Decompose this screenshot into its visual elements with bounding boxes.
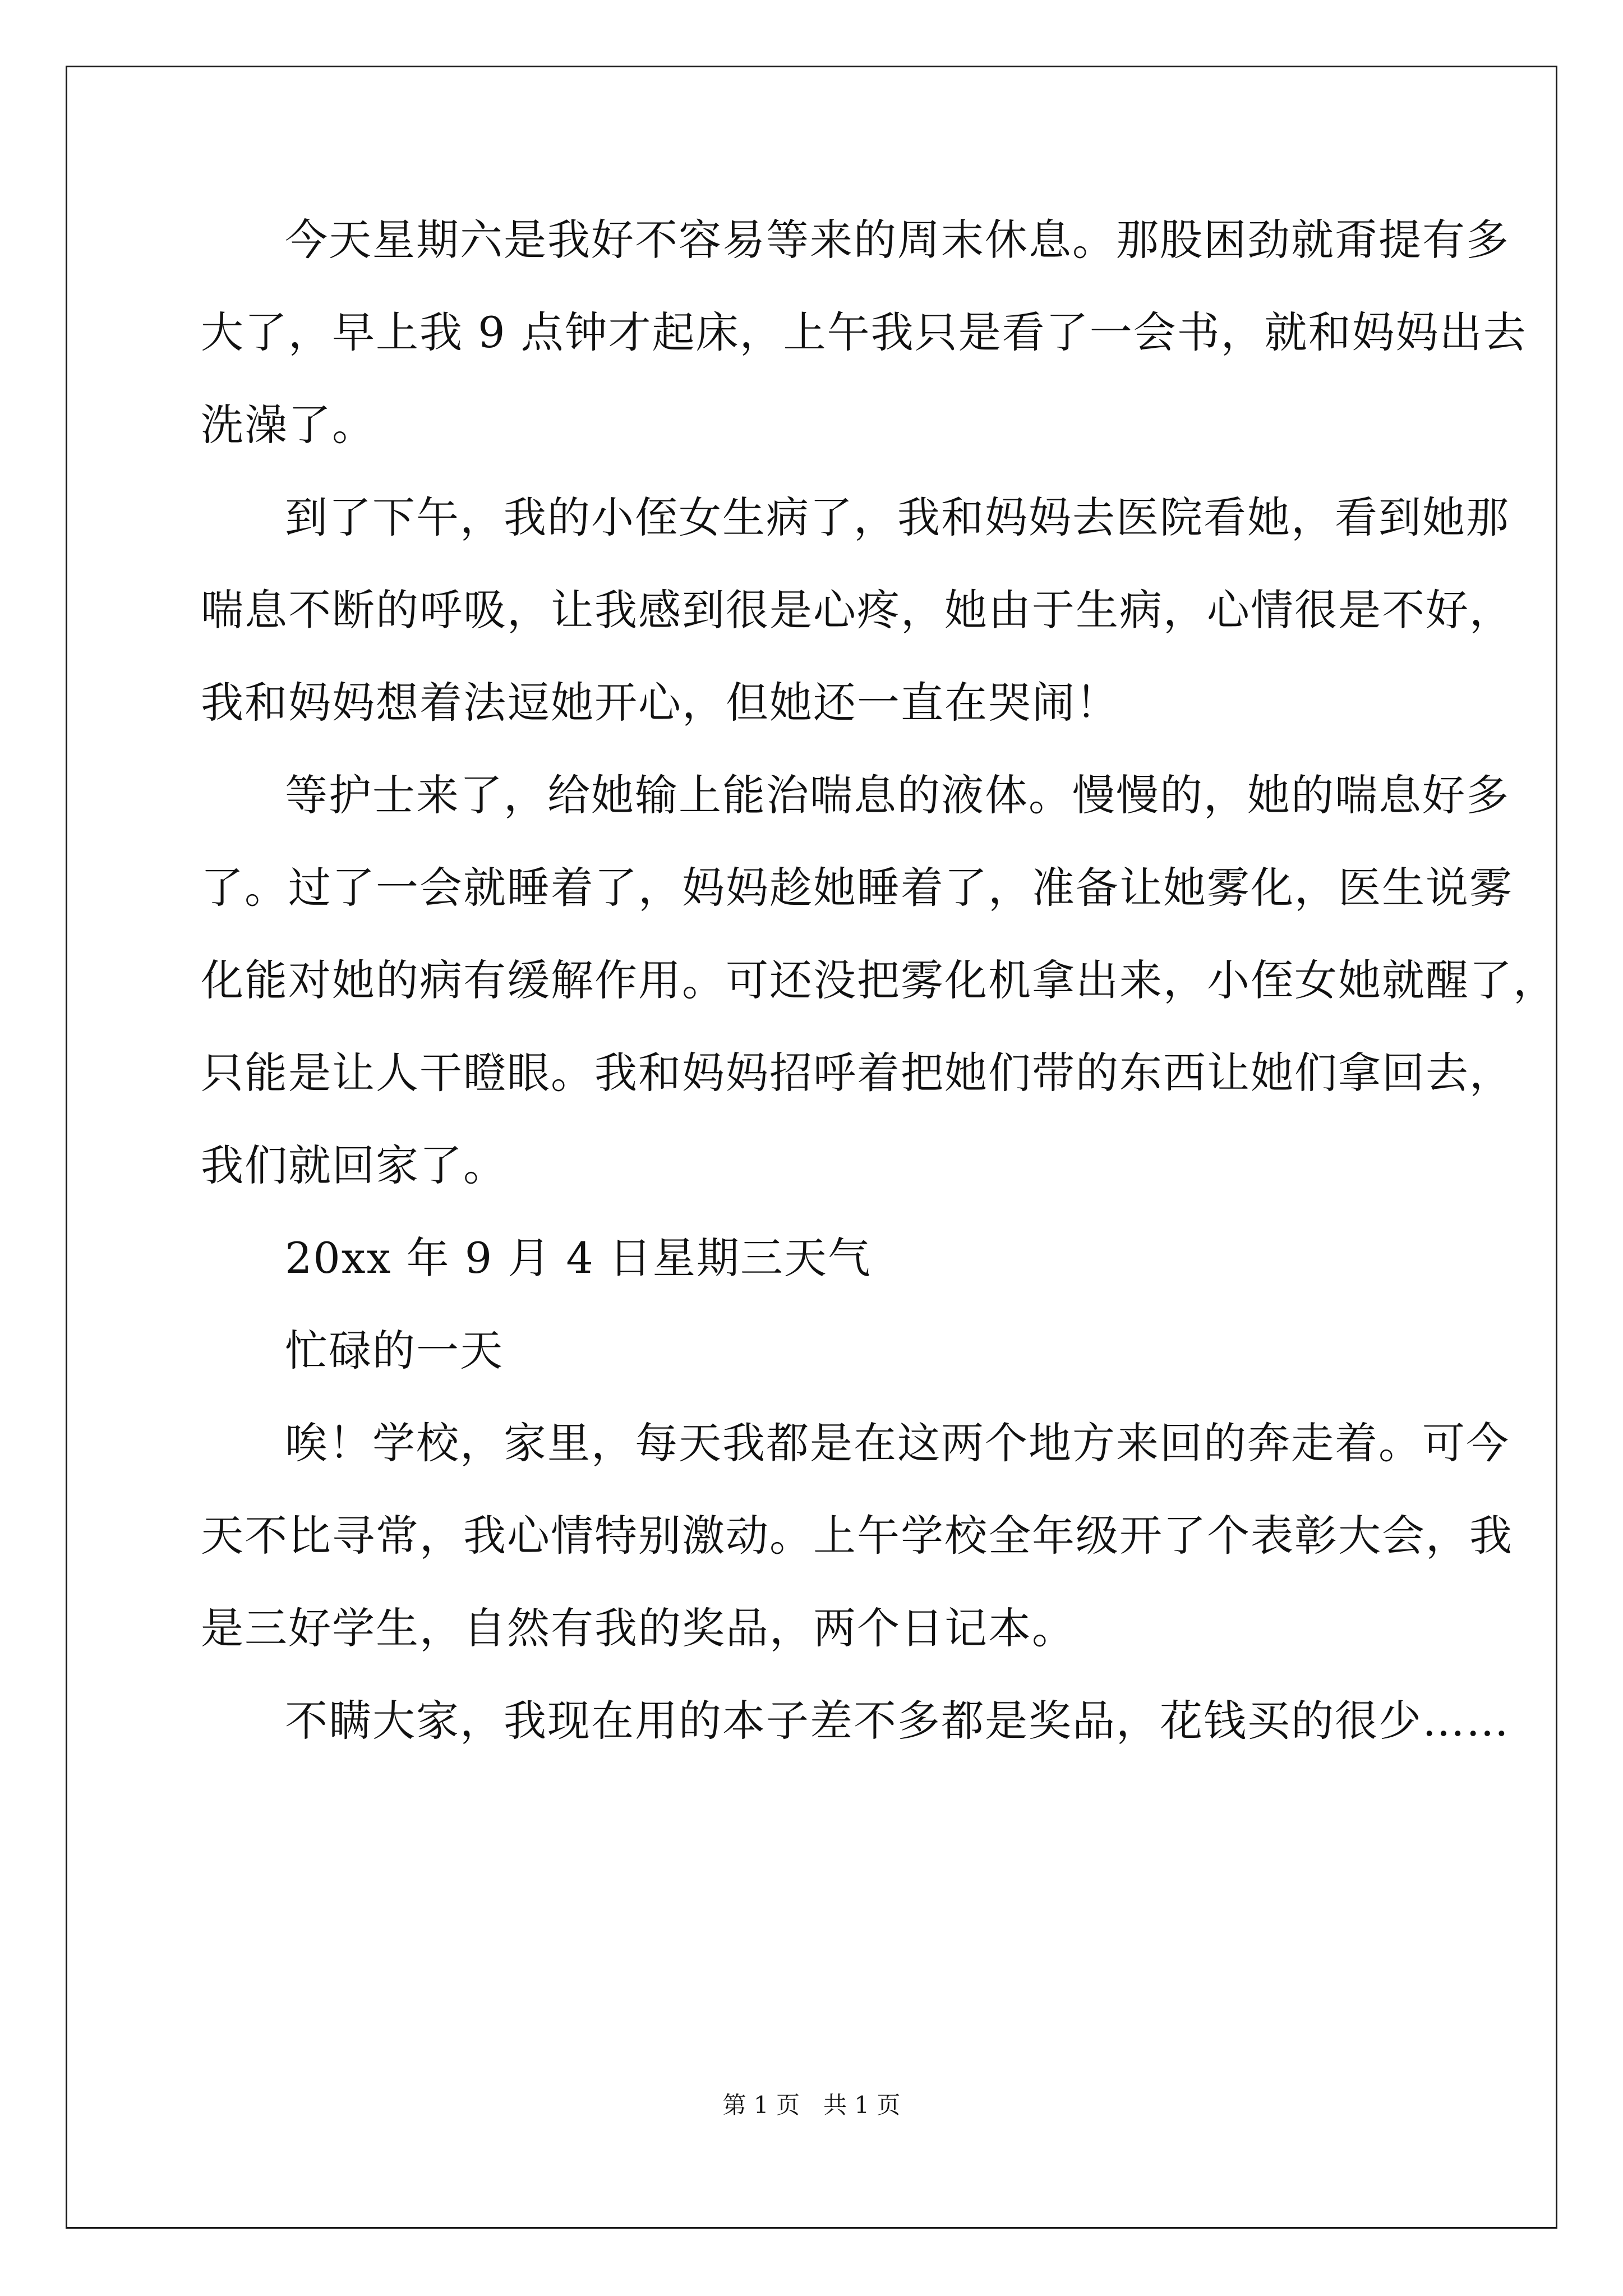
paragraph-line: 天不比寻常，我心情特别激动。上午学校全年级开了个表彰大会，我 xyxy=(201,1511,1513,1561)
paragraph-line: 唉！学校，家里，每天我都是在这两个地方来回的奔走着。可今 xyxy=(285,1418,1510,1468)
entry-title: 忙碌的一天 xyxy=(285,1326,504,1375)
paragraph-line: 喘息不断的呼吸，让我感到很是心疼，她由于生病，心情很是不好， xyxy=(201,585,1513,635)
paragraph-line: 等护士来了，给她输上能治喘息的液体。慢慢的，她的喘息好多 xyxy=(285,770,1510,820)
paragraph-line: 到了下午，我的小侄女生病了，我和妈妈去医院看她，看到她那 xyxy=(285,493,1510,542)
page-footer: 第 1 页 共 1 页 xyxy=(722,2091,901,2119)
paragraph-line: 我和妈妈想着法逗她开心，但她还一直在哭闹！ xyxy=(201,678,1119,728)
paragraph-line: 不瞒大家，我现在用的本子差不多都是奖品，花钱买的很少…… xyxy=(285,1696,1510,1746)
paragraph-line: 今天星期六是我好不容易等来的周末休息。那股困劲就甭提有多 xyxy=(285,215,1510,265)
paragraph-line: 了。过了一会就睡着了，妈妈趁她睡着了，准备让她雾化，医生说雾 xyxy=(201,863,1513,913)
paragraph-line: 只能是让人干瞪眼。我和妈妈招呼着把她们带的东西让她们拿回去， xyxy=(201,1048,1513,1098)
paragraph-line: 我们就回家了。 xyxy=(201,1140,507,1190)
paragraph-line: 化能对她的病有缓解作用。可还没把雾化机拿出来，小侄女她就醒了， xyxy=(201,955,1557,1005)
paragraph-line: 洗澡了。 xyxy=(201,400,376,450)
paragraph-line: 是三好学生，自然有我的奖品，两个日记本。 xyxy=(201,1603,1076,1653)
paragraph-line: 大了，早上我 9 点钟才起床，上午我只是看了一会书，就和妈妈出去 xyxy=(201,307,1527,357)
date-line: 20xx 年 9 月 4 日星期三天气 xyxy=(285,1233,872,1283)
